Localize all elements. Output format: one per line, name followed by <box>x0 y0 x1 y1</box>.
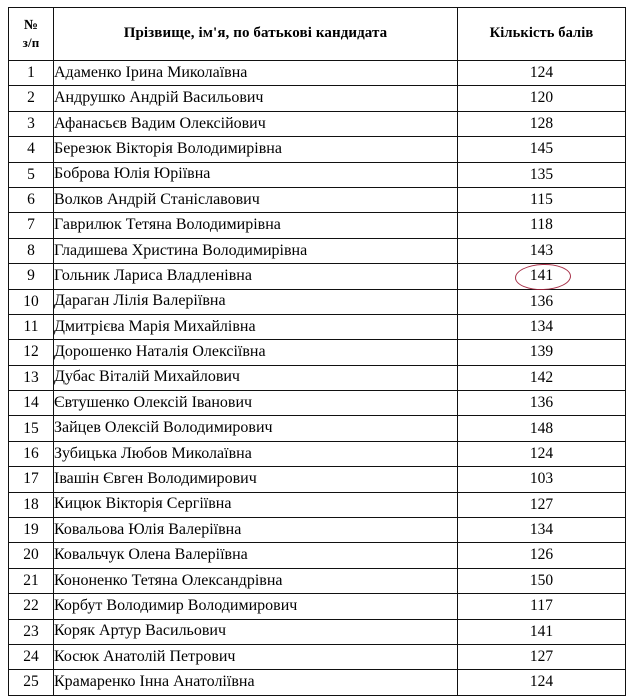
row-number-cell: 2 <box>9 86 54 111</box>
row-number-cell: 8 <box>9 238 54 263</box>
candidate-name-cell: Дорошенко Наталія Олексіївна <box>54 340 458 365</box>
table-row <box>9 416 626 441</box>
table-header-row <box>9 8 626 61</box>
score-cell <box>458 644 626 669</box>
score-value-wrap <box>528 522 555 538</box>
score-value-wrap <box>528 395 555 411</box>
candidate-name-cell: Корбут Володимир Володимирович <box>54 594 458 619</box>
score-value: 118 <box>530 216 553 234</box>
table-row <box>9 111 626 136</box>
score-cell <box>458 594 626 619</box>
row-number-cell: 23 <box>9 619 54 644</box>
score-cell <box>458 340 626 365</box>
score-value: 124 <box>529 444 554 462</box>
score-cell <box>458 213 626 238</box>
score-value-wrap <box>528 471 555 487</box>
column-header-score: Кількість балів <box>458 8 626 61</box>
score-value-wrap <box>528 674 555 690</box>
row-number-cell: 16 <box>9 441 54 466</box>
score-value: 124 <box>529 673 554 691</box>
candidate-name-cell: Косюк Анатолій Петрович <box>54 644 458 669</box>
score-value-wrap <box>528 624 555 640</box>
score-value: 134 <box>529 521 554 539</box>
score-value: 142 <box>529 368 554 386</box>
score-cell <box>458 441 626 466</box>
score-value: 134 <box>529 317 554 335</box>
score-value-wrap <box>528 547 555 563</box>
row-number-cell: 12 <box>9 340 54 365</box>
row-number-cell: 22 <box>9 594 54 619</box>
score-cell <box>458 467 626 492</box>
row-number-cell: 3 <box>9 111 54 136</box>
score-value-wrap <box>528 649 555 665</box>
table-row <box>9 61 626 86</box>
score-value-wrap <box>528 344 555 360</box>
score-value: 120 <box>529 89 554 107</box>
candidate-name-cell: Ковальова Юлія Валеріївна <box>54 518 458 543</box>
row-number-cell: 17 <box>9 467 54 492</box>
score-value-wrap <box>528 370 555 386</box>
table-row <box>9 238 626 263</box>
score-value: 135 <box>529 165 554 183</box>
table-row <box>9 314 626 339</box>
score-value: 124 <box>529 64 554 82</box>
candidate-name-cell: Кононенко Тетяна Олександрівна <box>54 568 458 593</box>
candidate-name-cell: Адаменко Ірина Миколаївна <box>54 61 458 86</box>
score-cell <box>458 365 626 390</box>
score-cell <box>458 111 626 136</box>
candidate-name-cell: Андрушко Андрій Васильович <box>54 86 458 111</box>
candidate-name-cell: Гладишева Христина Володимирівна <box>54 238 458 263</box>
column-header-number <box>9 8 54 61</box>
score-cell <box>458 314 626 339</box>
row-number-cell: 7 <box>9 213 54 238</box>
row-number-cell: 25 <box>9 670 54 695</box>
candidate-name-cell: Євтушенко Олексій Іванович <box>54 391 458 416</box>
score-cell <box>458 518 626 543</box>
row-number-cell: 10 <box>9 289 54 314</box>
table-row <box>9 365 626 390</box>
score-cell <box>458 492 626 517</box>
score-value: 127 <box>529 495 554 513</box>
score-value-wrap <box>528 319 555 335</box>
score-value-wrap <box>528 243 555 259</box>
table-row <box>9 670 626 695</box>
score-value-wrap <box>528 90 555 106</box>
candidate-name-cell: Волков Андрій Станіславович <box>54 187 458 212</box>
candidate-name-cell: Дубас Віталій Михайлович <box>54 365 458 390</box>
candidate-name-cell: Коряк Артур Васильович <box>54 619 458 644</box>
table-row <box>9 644 626 669</box>
table-row <box>9 441 626 466</box>
score-cell <box>458 264 626 289</box>
score-cell <box>458 162 626 187</box>
score-cell <box>458 543 626 568</box>
score-value: 141 <box>529 267 554 285</box>
score-value-wrap <box>528 294 555 310</box>
score-value-wrap <box>528 573 555 589</box>
table-row <box>9 619 626 644</box>
table-row <box>9 543 626 568</box>
score-value: 136 <box>529 394 554 412</box>
row-number-cell: 18 <box>9 492 54 517</box>
row-number-cell: 1 <box>9 61 54 86</box>
candidate-name-cell: Березюк Вікторія Володимирівна <box>54 137 458 162</box>
score-value: 136 <box>529 292 554 310</box>
row-number-cell: 14 <box>9 391 54 416</box>
score-value: 128 <box>529 114 554 132</box>
table-row <box>9 264 626 289</box>
score-value-wrap <box>528 598 555 614</box>
score-value: 126 <box>529 546 554 564</box>
table-row <box>9 518 626 543</box>
table-row <box>9 162 626 187</box>
table-row <box>9 289 626 314</box>
score-value: 117 <box>530 597 553 615</box>
candidate-name-cell: Боброва Юлія Юріївна <box>54 162 458 187</box>
score-value: 141 <box>529 622 554 640</box>
score-value-wrap <box>528 446 555 462</box>
row-number-cell: 20 <box>9 543 54 568</box>
table-row <box>9 187 626 212</box>
score-value: 127 <box>529 648 554 666</box>
score-value: 145 <box>529 140 554 158</box>
candidate-name-cell: Дараган Лілія Валеріївна <box>54 289 458 314</box>
score-value-wrap <box>528 497 555 513</box>
candidate-name-cell: Івашін Євген Володимирович <box>54 467 458 492</box>
row-number-cell: 15 <box>9 416 54 441</box>
score-value: 148 <box>529 419 554 437</box>
table-row <box>9 137 626 162</box>
table-row <box>9 86 626 111</box>
score-cell <box>458 61 626 86</box>
row-number-cell: 6 <box>9 187 54 212</box>
candidate-name-cell: Дмитрієва Марія Михайлівна <box>54 314 458 339</box>
score-cell <box>458 416 626 441</box>
table-header <box>9 8 626 61</box>
column-header-number-line2: з/п <box>22 34 40 50</box>
score-cell <box>458 568 626 593</box>
column-header-name: Прізвище, ім'я, по батькові кандидата <box>54 8 458 61</box>
row-number-cell: 5 <box>9 162 54 187</box>
score-cell <box>458 86 626 111</box>
table-row <box>9 492 626 517</box>
row-number-cell: 11 <box>9 314 54 339</box>
candidate-name-cell: Крамаренко Інна Анатоліївна <box>54 670 458 695</box>
score-cell <box>458 619 626 644</box>
row-number-cell: 9 <box>9 264 54 289</box>
score-value-wrap <box>528 65 555 81</box>
table-row <box>9 340 626 365</box>
score-value: 115 <box>530 191 553 209</box>
column-header-number-line1: № <box>23 18 39 34</box>
candidate-name-cell: Кицюк Вікторія Сергіївна <box>54 492 458 517</box>
score-value-wrap <box>528 116 555 132</box>
score-cell <box>458 670 626 695</box>
row-number-cell: 4 <box>9 137 54 162</box>
score-cell <box>458 238 626 263</box>
row-number-cell: 13 <box>9 365 54 390</box>
score-value: 139 <box>529 343 554 361</box>
row-number-cell: 19 <box>9 518 54 543</box>
table-row <box>9 594 626 619</box>
candidate-name-cell: Афанасьєв Вадим Олексійович <box>54 111 458 136</box>
table-row <box>9 213 626 238</box>
score-cell <box>458 137 626 162</box>
score-value: 143 <box>529 241 554 259</box>
candidate-results-table <box>8 7 626 696</box>
score-cell <box>458 289 626 314</box>
candidate-name-cell: Ковальчук Олена Валеріївна <box>54 543 458 568</box>
candidate-name-cell: Гольник Лариса Владленівна <box>54 264 458 289</box>
table-row <box>9 568 626 593</box>
score-value-wrap <box>528 421 555 437</box>
table-row <box>9 391 626 416</box>
table-row <box>9 467 626 492</box>
score-cell <box>458 391 626 416</box>
score-value-wrap <box>528 192 555 208</box>
score-value: 150 <box>529 571 554 589</box>
candidate-name-cell: Гаврилюк Тетяна Володимирівна <box>54 213 458 238</box>
candidate-name-cell: Зубицька Любов Миколаївна <box>54 441 458 466</box>
score-value-wrap <box>528 167 555 183</box>
score-value-wrap <box>528 141 555 157</box>
score-cell <box>458 187 626 212</box>
table-body <box>9 61 626 696</box>
highlighted-score <box>528 268 555 284</box>
score-value-wrap <box>528 217 555 233</box>
row-number-cell: 24 <box>9 644 54 669</box>
score-value: 103 <box>529 470 554 488</box>
row-number-cell: 21 <box>9 568 54 593</box>
candidate-name-cell: Зайцев Олексій Володимирович <box>54 416 458 441</box>
